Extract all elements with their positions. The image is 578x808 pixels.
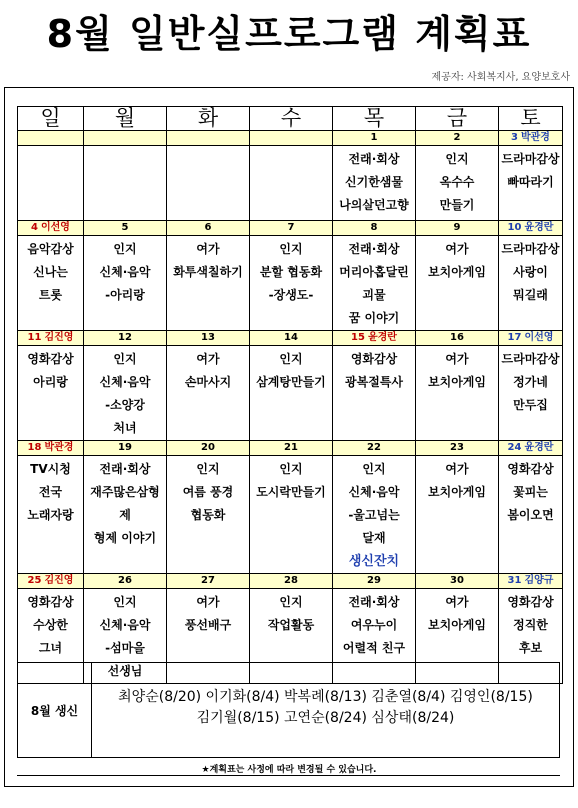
program-cell: [250, 146, 333, 221]
date-cell: [250, 131, 333, 146]
staff-name: 이선영: [524, 332, 554, 343]
program-line: 신체·음악: [348, 485, 400, 499]
program-line: 광복절특사: [345, 375, 403, 389]
program-line: 도시락만들기: [256, 485, 326, 499]
date-row: [18, 221, 563, 236]
program-line: 빠따라기: [507, 175, 554, 189]
date-cell: [167, 221, 250, 236]
date-cell: [18, 441, 84, 456]
date-number: 16: [450, 332, 464, 343]
program-line: 보치아게임: [428, 265, 486, 279]
program-row: [18, 456, 563, 574]
provider-text: 제공자: 사회복지사, 요양보호사: [431, 72, 570, 83]
program-line: 여우누이: [350, 618, 398, 632]
staff-name: 윤경란: [524, 442, 554, 453]
program-row: [18, 146, 563, 221]
program-cell: [167, 456, 250, 574]
date-number: 3: [511, 132, 518, 143]
date-number: 18: [27, 442, 42, 453]
date-number: 21: [284, 442, 298, 453]
program-cell: [416, 236, 499, 331]
date-row: [18, 331, 563, 346]
staff-name: 이선영: [40, 222, 70, 233]
date-number: 24: [507, 442, 522, 453]
program-cell: [250, 236, 333, 331]
date-cell: [333, 221, 416, 236]
page-title: 8월 일반실프로그램 계획표: [46, 12, 532, 56]
birthday-box: [17, 662, 560, 758]
weekday-fri: 금: [416, 107, 499, 131]
date-number: 4: [31, 222, 38, 233]
date-number: 5: [121, 222, 129, 233]
weekday-tue: 화: [167, 107, 250, 131]
program-line: -아리랑: [105, 288, 145, 302]
program-cell: [84, 456, 167, 574]
weekday-sun: 일: [18, 107, 84, 131]
program-line: 영화감상: [27, 352, 74, 366]
program-cell: [499, 456, 563, 574]
program-cell: [250, 456, 333, 574]
program-line: 정가네: [513, 375, 548, 389]
program-line: 후보: [518, 641, 543, 655]
program-line: 드라마감상: [501, 242, 560, 256]
date-cell: [84, 131, 167, 146]
program-cell: [333, 456, 416, 574]
program-line: 여가: [196, 595, 220, 609]
date-cell: [250, 574, 333, 589]
weekday-mon: 월: [84, 107, 167, 131]
program-cell: [333, 146, 416, 221]
program-line: 수상한: [33, 618, 68, 632]
program-cell: [416, 146, 499, 221]
staff-name: 박관경: [44, 442, 74, 453]
calendar-table: [17, 106, 563, 684]
program-line: 여가: [445, 595, 469, 609]
date-cell: [333, 441, 416, 456]
date-number: 9: [453, 222, 461, 233]
program-line: 화투색칠하기: [173, 265, 243, 279]
date-number: 26: [118, 575, 132, 586]
program-line: 여가: [445, 352, 469, 366]
program-line: 사랑이: [513, 265, 548, 279]
program-line: 보치아게임: [428, 375, 486, 389]
date-cell: [333, 131, 416, 146]
program-line: 인지: [279, 462, 303, 476]
program-line: 처녀: [113, 421, 137, 435]
date-cell: [18, 221, 84, 236]
program-line: 전래·회상: [348, 152, 400, 166]
program-cell: [167, 346, 250, 441]
program-line: 인지: [362, 462, 386, 476]
program-line: 작업활동: [267, 618, 315, 632]
program-line: 어렬적 친구: [342, 641, 406, 655]
program-line: 형제 이야기: [93, 531, 157, 545]
staff-name: 김진영: [44, 575, 74, 586]
program-cell: [84, 346, 167, 441]
program-row: [18, 346, 563, 441]
program-line: TV시청: [30, 462, 71, 476]
date-cell: [18, 574, 84, 589]
program-line: 여가: [445, 462, 469, 476]
birthday-line-2: 김기월(8/15) 고연순(8/24) 심상태(8/24): [196, 710, 455, 726]
program-cell: [18, 346, 84, 441]
date-number: 11: [27, 332, 42, 343]
date-cell: [333, 331, 416, 346]
date-row: [18, 131, 563, 146]
date-number: 10: [507, 222, 522, 233]
date-cell: [250, 221, 333, 236]
program-line: 옥수수: [439, 175, 475, 189]
program-line: 인지: [445, 152, 469, 166]
program-cell: [250, 346, 333, 441]
date-cell: [18, 131, 84, 146]
staff-name: 윤경란: [524, 222, 554, 233]
program-line: 그녀: [38, 641, 63, 655]
program-line: 분할 협동화: [259, 265, 323, 279]
program-cell: [499, 346, 563, 441]
program-line: 삼계탕만들기: [256, 375, 326, 389]
program-line: 영화감상: [507, 462, 554, 476]
program-line: 신기한샘물: [345, 175, 403, 189]
weekday-sat: 토: [499, 107, 563, 131]
date-cell: [84, 331, 167, 346]
date-cell: [499, 574, 563, 589]
program-cell: [333, 236, 416, 331]
program-line: 여가: [445, 242, 469, 256]
date-number: 1: [370, 132, 378, 143]
date-cell: [84, 441, 167, 456]
program-line: 인지: [279, 242, 303, 256]
birthday-names: [92, 687, 559, 729]
date-number: 25: [27, 575, 42, 586]
program-line: 여가: [196, 242, 220, 256]
program-line: 음악감상: [27, 242, 74, 256]
program-line: 봄이오면: [507, 508, 554, 522]
program-line: 만두집: [513, 398, 548, 412]
program-line: 협동화: [190, 508, 226, 522]
program-line: 영화감상: [27, 595, 74, 609]
staff-name: 김진영: [44, 332, 74, 343]
program-line: 선생님: [107, 664, 143, 678]
weekday-thu: 목: [333, 107, 416, 131]
date-number: 2: [453, 132, 461, 143]
program-line: 노래자랑: [27, 508, 74, 522]
program-cell: [18, 456, 84, 574]
date-number: 30: [450, 575, 464, 586]
date-row: [18, 441, 563, 456]
program-line: 꿈 이야기: [348, 311, 400, 325]
weekday-header-row: [18, 107, 563, 131]
program-line: 신체·음악: [99, 265, 151, 279]
date-number: 28: [284, 575, 298, 586]
program-line: -섬마을: [105, 641, 145, 655]
program-line: 전래·회상: [348, 242, 400, 256]
date-number: 14: [284, 332, 298, 343]
date-number: 22: [367, 442, 381, 453]
program-line: 신체·음악: [99, 618, 151, 632]
date-cell: [333, 574, 416, 589]
program-line: 인지: [113, 242, 137, 256]
program-line: -장생도-: [268, 288, 314, 302]
program-cell: [167, 236, 250, 331]
program-line: 손마사지: [184, 375, 232, 389]
program-line: 영화감상: [350, 352, 398, 366]
change-notice: ★계획표는 사정에 따라 변경될 수 있습니다.: [201, 765, 377, 775]
program-line: 정직한: [513, 618, 548, 632]
date-number: 19: [118, 442, 132, 453]
program-line: 전래·회상: [99, 462, 151, 476]
birthday-label: 8월 생신: [18, 663, 92, 757]
weekday-wed: 수: [250, 107, 333, 131]
date-number: 12: [118, 332, 132, 343]
program-cell: [499, 146, 563, 221]
program-line: 드라마감상: [501, 152, 560, 166]
date-number: 13: [201, 332, 215, 343]
program-cell: [18, 236, 84, 331]
date-cell: [167, 131, 250, 146]
program-line: 인지: [279, 595, 303, 609]
date-number: 6: [204, 222, 212, 233]
birthday-party-event: 생신잔치: [348, 554, 400, 569]
date-number: 17: [507, 332, 522, 343]
program-line: 인지: [113, 595, 137, 609]
program-line: 꽃피는: [513, 485, 548, 499]
staff-name: 김양규: [524, 575, 554, 586]
date-number: 27: [201, 575, 215, 586]
program-line: 여가: [196, 352, 220, 366]
date-cell: [499, 131, 563, 146]
date-cell: [416, 574, 499, 589]
program-line: 신체·음악: [99, 375, 151, 389]
staff-name: 윤경란: [367, 332, 397, 343]
date-cell: [167, 574, 250, 589]
program-cell: [18, 146, 84, 221]
program-line: 풍선배구: [184, 618, 232, 632]
program-line: 인지: [113, 352, 137, 366]
program-line: 신나는: [33, 265, 68, 279]
date-cell: [167, 441, 250, 456]
program-cell: [167, 146, 250, 221]
date-number: 31: [507, 575, 522, 586]
program-line: -소양강: [105, 398, 145, 412]
date-cell: [416, 131, 499, 146]
date-number: 29: [367, 575, 381, 586]
program-line: 인지: [196, 462, 220, 476]
date-cell: [416, 441, 499, 456]
program-line: 여름 풍경: [182, 485, 234, 499]
program-line: 제: [119, 508, 131, 522]
program-cell: [499, 236, 563, 331]
birthday-line-1: 최양순(8/20) 이기화(8/4) 박복례(8/13) 김춘열(8/4) 김영인(8/15): [118, 689, 533, 705]
program-line: 머리아홉달린: [339, 265, 409, 279]
program-cell: [416, 456, 499, 574]
program-line: 전국: [38, 485, 63, 499]
date-number: 20: [201, 442, 215, 453]
program-cell: [416, 346, 499, 441]
date-number: 23: [450, 442, 464, 453]
program-line: -울고넘는: [348, 508, 400, 522]
program-cell: [84, 236, 167, 331]
date-cell: [250, 331, 333, 346]
program-line: 드라마감상: [501, 352, 560, 366]
notice-divider: [17, 775, 560, 776]
program-line: 영화감상: [507, 595, 554, 609]
date-cell: [416, 331, 499, 346]
date-row: [18, 574, 563, 589]
date-number: 15: [351, 332, 365, 343]
program-line: 달재: [362, 531, 386, 545]
date-cell: [250, 441, 333, 456]
date-cell: [84, 221, 167, 236]
date-cell: [499, 331, 563, 346]
staff-name: 박관경: [520, 132, 550, 143]
program-cell: [333, 346, 416, 441]
date-cell: [499, 441, 563, 456]
program-line: 재주많은삼형: [90, 485, 160, 499]
program-line: 보치아게임: [428, 618, 486, 632]
program-line: 만들기: [439, 198, 475, 212]
program-line: 괴물: [362, 288, 386, 302]
date-cell: [84, 574, 167, 589]
program-line: 뭐길래: [513, 288, 548, 302]
date-number: 7: [287, 222, 295, 233]
date-cell: [416, 221, 499, 236]
date-cell: [18, 331, 84, 346]
program-line: 나의살던고향: [339, 198, 409, 212]
date-cell: [499, 221, 563, 236]
date-cell: [167, 331, 250, 346]
program-row: [18, 236, 563, 331]
program-line: 인지: [279, 352, 303, 366]
program-line: 아리랑: [33, 375, 68, 389]
date-number: 8: [370, 222, 378, 233]
program-line: 트롯: [38, 288, 63, 302]
program-cell: [84, 146, 167, 221]
program-line: 보치아게임: [428, 485, 486, 499]
program-line: 전래·회상: [348, 595, 400, 609]
